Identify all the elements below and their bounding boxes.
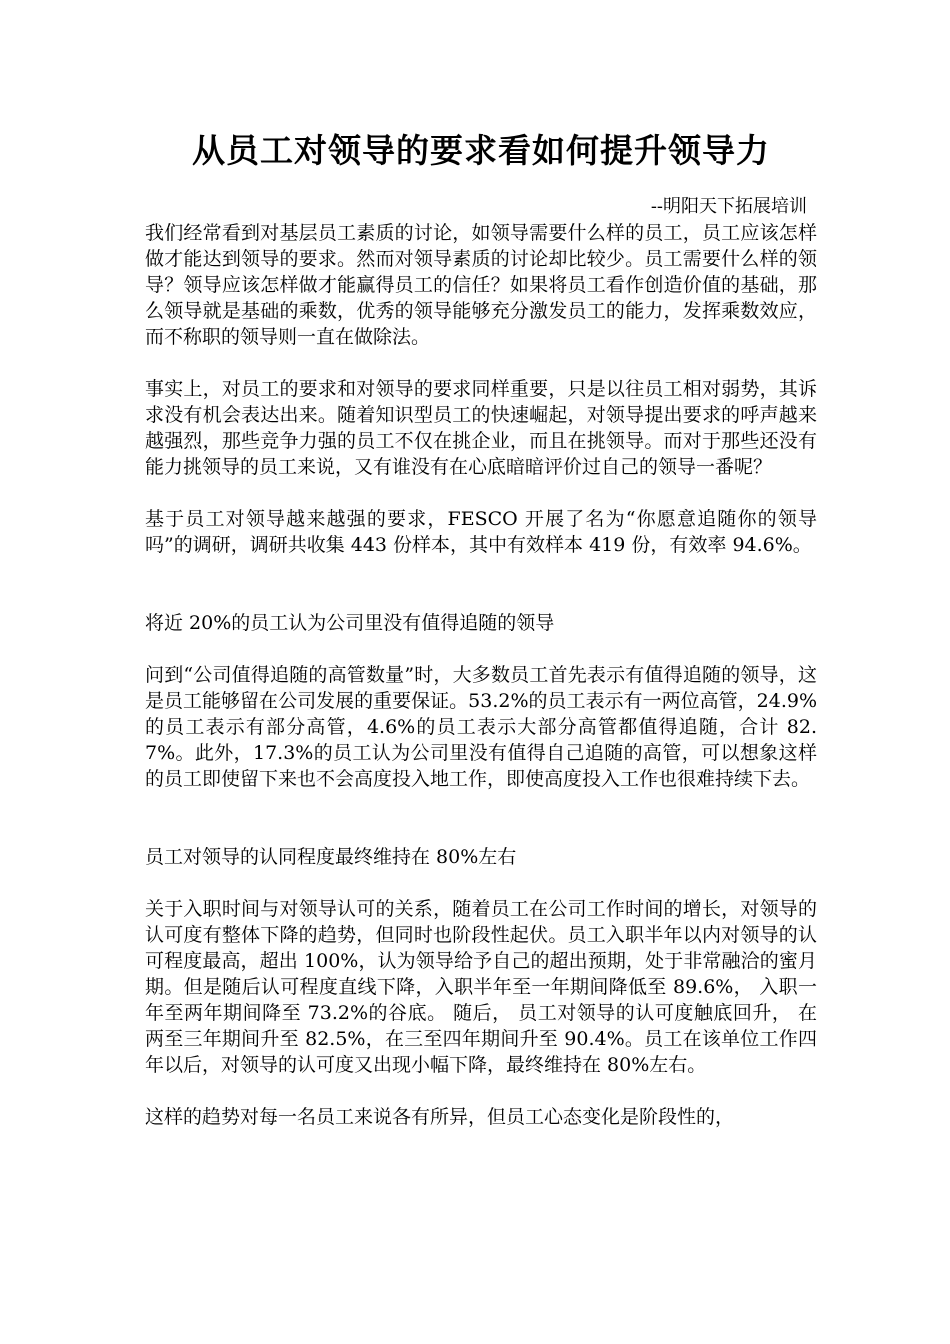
section-spacer xyxy=(145,558,817,610)
paragraph-intro: 我们经常看到对基层员工素质的讨论，如领导需要什么样的员工，员工应该怎样做才能达到领导的要求。然而对领导素质的讨论却比较少。员工需要什么样的领导？领导应该怎样做才能赢得员工的信任？如果将员工看作创造价值的基础，那么领导就是基础的乘数，优秀的领导能够充分激发员工的能力，发挥乘数效应，而不称职的领导则一直在做除法。 xyxy=(145,222,817,348)
paragraph-trend: 这样的趋势对每一名员工来说各有所异，但员工心态变化是阶段性的， xyxy=(145,1106,735,1128)
paragraph-survey: 基于员工对领导越来越强的要求，FESCO 开展了名为“你愿意追随你的领导吗”的调研，调研共收集 443 份样本，其中有效样本 419 份，有效率 94.6%。 xyxy=(145,508,817,556)
document-page xyxy=(145,120,817,1130)
document-byline: --明阳天下拓展培训 xyxy=(650,196,807,217)
paragraph-spacer xyxy=(145,636,817,662)
paragraph-spacer xyxy=(145,480,817,506)
section-heading-1: 将近 20%的员工认为公司里没有值得追随的领导 xyxy=(145,612,555,634)
paragraph-spacer xyxy=(145,1078,817,1104)
paragraph-followers: 问到“公司值得追随的高管数量”时，大多数员工首先表示有值得追随的领导，这是员工能够留在公司发展的重要保证。53.2%的员工表示有一两位高管，24.9%的员工表示有部分高管，4.6%的员工表示大部分高管都值得追随，合计 82.7%。此外，17.3%的员工认为公司里没有值得自己追随的高管，可以想象这样的员工即使留下来也不会高度投入地工作，即使高度投入工作也很难持续下去。 xyxy=(145,664,817,790)
section-heading-2: 员工对领导的认同程度最终维持在 80%左右 xyxy=(145,846,517,868)
document-title: 从员工对领导的要求看如何提升领导力 xyxy=(192,131,770,170)
paragraph-context: 事实上，对员工的要求和对领导的要求同样重要，只是以往员工相对弱势，其诉求没有机会表达出来。随着知识型员工的快速崛起，对领导提出要求的呼声越来越强烈，那些竞争力强的员工不仅在挑企业，而且在挑领导。而对于那些还没有能力挑领导的员工来说，又有谁没有在心底暗暗评价过自己的领导一番呢？ xyxy=(145,378,817,478)
paragraph-tenure: 关于入职时间与对领导认可的关系，随着员工在公司工作时间的增长，对领导的认可度有整体下降的趋势，但同时也阶段性起伏。员工入职半年以内对领导的认可程度最高，超出 100%，认为领导给予自己的超出预期，处于非常融洽的蜜月期。但是随后认可程度直线下降，入职半年至一年期间降低至 89.6%， 入职一年至两年期间降至 73.2%的谷底。 随后， 员工对领导的认可度触底回升， 在两至三年期间升至 82.5%，在三至四年期间升至 90.4%。员工在该单位工作四年以后，对领导的认可度又出现小幅下降，最终维持在 80%左右。 xyxy=(145,898,817,1076)
paragraph-spacer xyxy=(145,870,817,896)
section-spacer xyxy=(145,792,817,844)
paragraph-spacer xyxy=(145,350,817,376)
